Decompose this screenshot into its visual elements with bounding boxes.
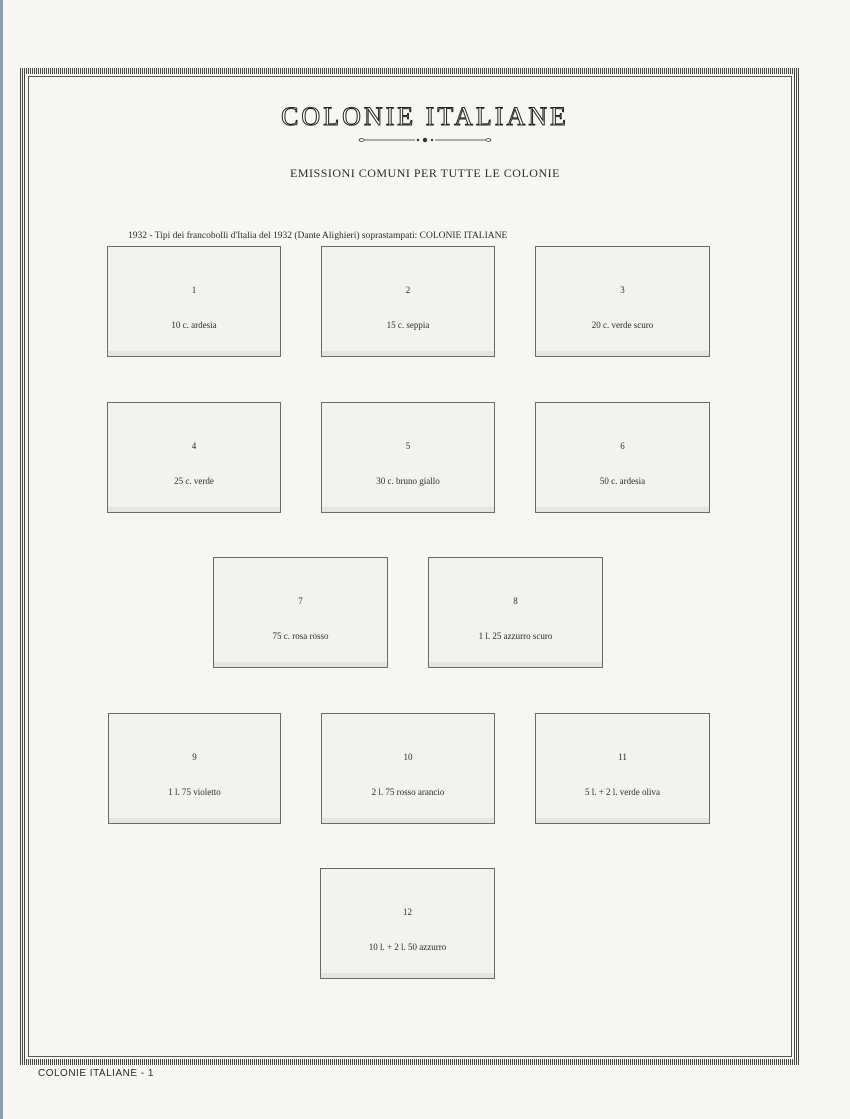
stamp-description: 50 c. ardesia xyxy=(599,476,646,486)
stamp-number: 4 xyxy=(191,441,197,451)
stamp-number: 8 xyxy=(513,596,518,606)
stamp-space-1 xyxy=(107,246,281,357)
stamp-number: 12 xyxy=(403,907,412,917)
stamp-number: 7 xyxy=(298,596,303,606)
stamp-space-2 xyxy=(321,246,495,357)
stamp-description: 75 c. rosa rosso xyxy=(272,631,329,641)
stamp-space-3 xyxy=(535,246,710,357)
page-title: COLONIE ITALIANE xyxy=(281,102,569,131)
stamp-number: 2 xyxy=(405,285,411,295)
stamp-space-12 xyxy=(320,868,495,979)
issue-heading: 1932 - Tipi dei francobolli d'Italia del 1932 (Dante Alighieri) soprastampati: COLONIE ITALIANE xyxy=(128,231,508,241)
stamp-description: 10 l. + 2 l. 50 azzurro xyxy=(368,942,447,952)
stamp-description: 2 l. 75 rosso arancio xyxy=(371,787,445,797)
page-subtitle: EMISSIONI COMUNI PER TUTTE LE COLONIE xyxy=(290,166,560,180)
stamp-description: 1 l. 75 violetto xyxy=(168,787,221,797)
stamp-description: 10 c. ardesia xyxy=(171,320,217,330)
title-ornament xyxy=(355,135,495,145)
stamp-description: 15 c. seppia xyxy=(386,320,430,330)
stamp-space-5 xyxy=(321,402,495,513)
stamp-space-7 xyxy=(213,557,388,668)
page-footer: COLONIE ITALIANE - 1 xyxy=(38,1068,154,1079)
stamp-description: 30 c. bruno giallo xyxy=(376,476,440,486)
stamp-description: 5 l. + 2 l. verde oliva xyxy=(584,787,661,797)
stamp-space-6 xyxy=(535,402,710,513)
stamp-description: 20 c. verde scuro xyxy=(591,320,654,330)
stamp-number: 11 xyxy=(618,752,627,762)
stamp-space-9 xyxy=(108,713,281,824)
stamp-number: 9 xyxy=(192,752,197,762)
stamp-space-4 xyxy=(107,402,281,513)
stamp-number: 1 xyxy=(191,285,197,295)
stamp-number: 10 xyxy=(403,752,413,762)
stamp-description: 25 c. verde xyxy=(174,476,214,486)
stamp-number: 5 xyxy=(405,441,411,451)
stamp-space-11 xyxy=(535,713,710,824)
stamp-number: 3 xyxy=(620,285,625,295)
stamp-space-10 xyxy=(321,713,495,824)
stamp-description: 1 l. 25 azzurro scuro xyxy=(478,631,553,641)
stamp-space-8 xyxy=(428,557,603,668)
stamp-number: 6 xyxy=(620,441,625,451)
